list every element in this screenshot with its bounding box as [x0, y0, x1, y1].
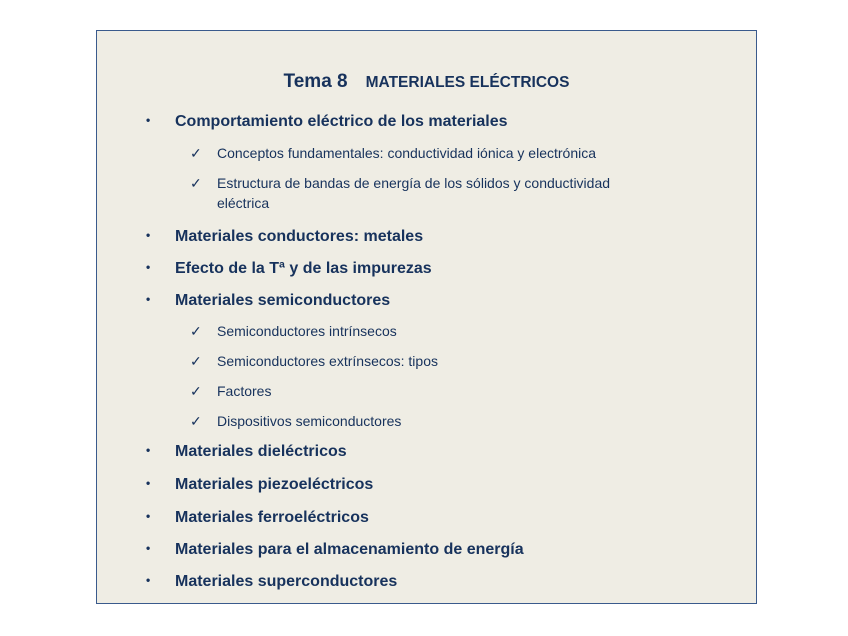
check-icon: ✓ [190, 145, 202, 161]
topic-label: Comportamiento eléctrico de los materiales [175, 113, 508, 130]
bullet-icon: • [146, 541, 151, 555]
title-number: Tema 8 [283, 71, 348, 92]
topic-list [97, 31, 756, 603]
subtopic-item [190, 413, 401, 430]
topic-label: Efecto de la Tª y de las impurezas [175, 260, 432, 277]
subtopic-label: Dispositivos semiconductores [217, 413, 402, 429]
topic-item [146, 292, 390, 310]
topic-label: Materiales piezoeléctricos [175, 476, 374, 493]
subtopic-label: Semiconductores extrínsecos: tipos [217, 353, 438, 369]
check-icon: ✓ [190, 383, 202, 399]
subtopic-item [190, 175, 610, 211]
topic-item [146, 509, 369, 527]
topic-label: Materiales ferroeléctricos [175, 509, 369, 526]
slide-panel [96, 30, 757, 604]
topic-item [146, 260, 432, 278]
check-icon: ✓ [190, 175, 202, 191]
check-icon: ✓ [190, 413, 202, 429]
subtopic-label: Conceptos fundamentales: conductividad iónica y electrónica [217, 145, 597, 161]
subtopic-item [190, 323, 397, 340]
subtopic-label: Semiconductores intrínsecos [217, 323, 397, 339]
check-icon: ✓ [190, 323, 202, 339]
topic-item [146, 443, 347, 461]
topic-item [146, 573, 397, 591]
title-name: MATERIALES ELÉCTRICOS [365, 74, 570, 91]
subtopic-label: Factores [217, 383, 272, 399]
bullet-icon: • [146, 443, 151, 457]
subtopic-label-continuation: eléctrica [217, 195, 270, 211]
bullet-icon: • [146, 292, 151, 306]
topic-label: Materiales superconductores [175, 573, 398, 590]
bullet-icon: • [146, 509, 151, 523]
topic-item [146, 476, 373, 494]
subtopic-item [190, 353, 438, 370]
bullet-icon: • [146, 573, 151, 587]
topic-label: Materiales dieléctricos [175, 443, 347, 460]
topic-label: Materiales conductores: metales [175, 228, 424, 245]
bullet-icon: • [146, 113, 151, 127]
check-icon: ✓ [190, 353, 202, 369]
bullet-icon: • [146, 260, 151, 274]
bullet-icon: • [146, 476, 151, 490]
subtopic-item [190, 383, 271, 400]
subtopic-item [190, 145, 596, 162]
topic-item [146, 113, 508, 131]
topic-label: Materiales semiconductores [175, 292, 391, 309]
topic-label: Materiales para el almacenamiento de energía [175, 541, 524, 558]
bullet-icon: • [146, 228, 151, 242]
subtopic-label: Estructura de bandas de energía de los sólidos y conductividad [217, 175, 611, 191]
topic-item [146, 541, 524, 559]
topic-item [146, 228, 423, 246]
